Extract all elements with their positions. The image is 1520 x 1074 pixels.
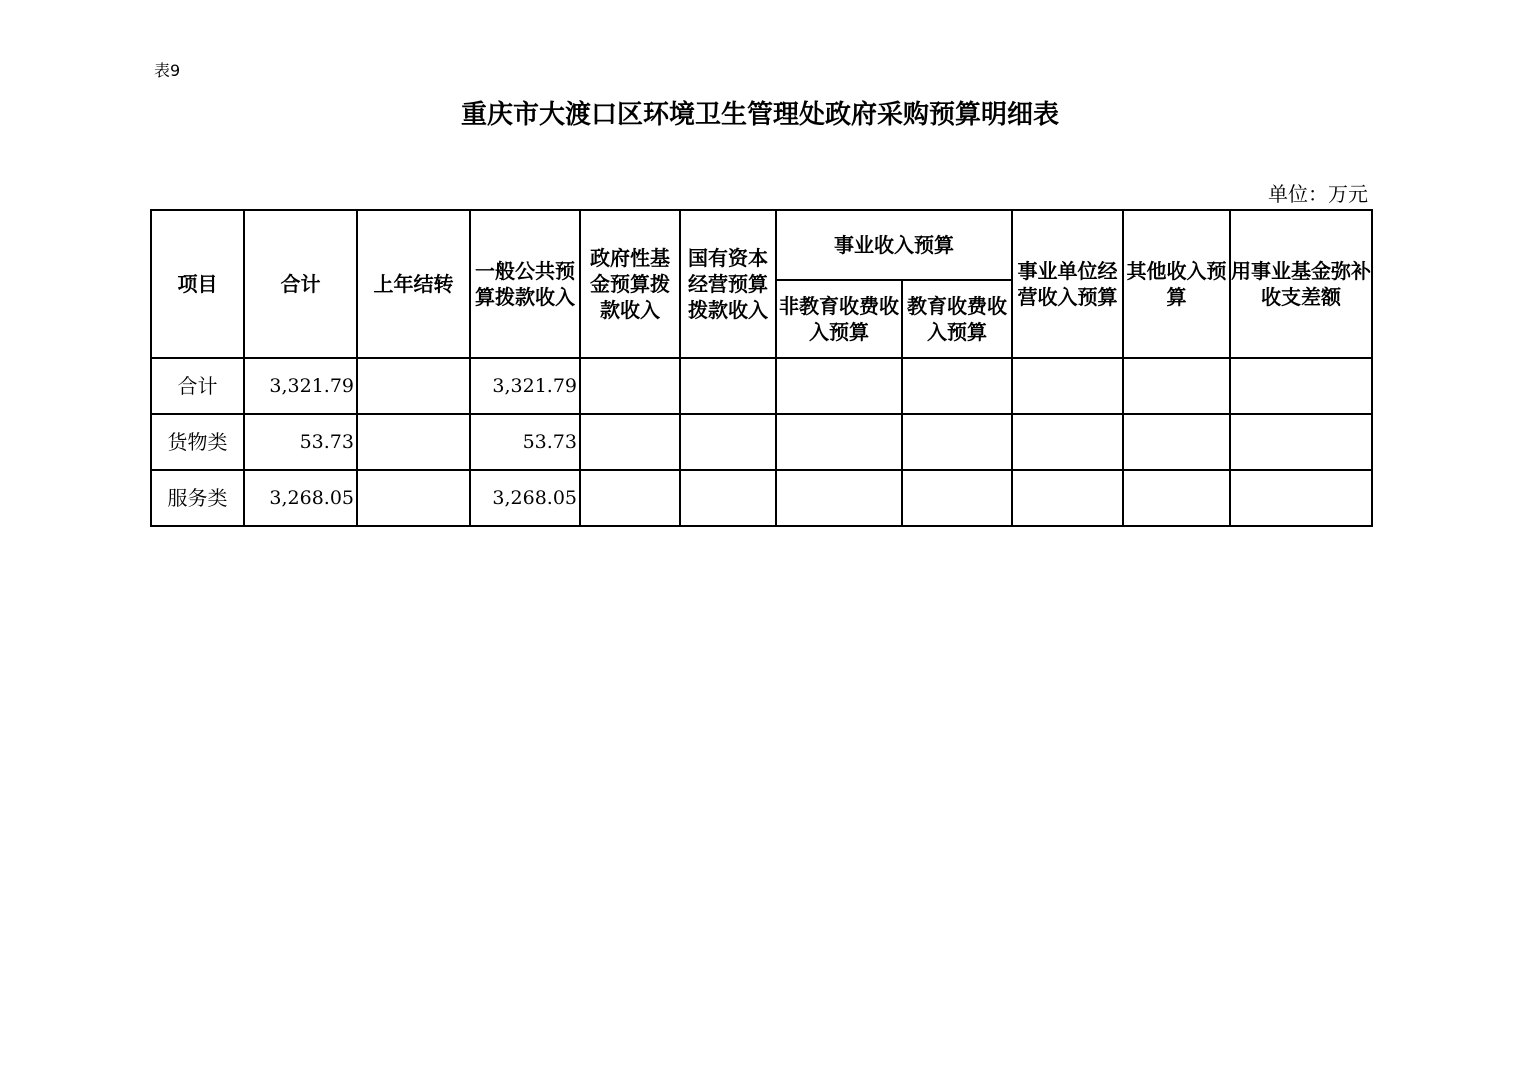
table-number: 表9: [154, 61, 181, 80]
unit-label: 单位：万元: [1268, 182, 1368, 206]
row-unit-operation: [1012, 414, 1123, 470]
header-other: 其他收入预算: [1123, 210, 1230, 358]
row-fund-offset: [1230, 358, 1372, 414]
row-other: [1123, 358, 1230, 414]
row-general-public: 53.73: [470, 414, 580, 470]
row-carryover: [357, 470, 470, 526]
row-gov-fund: [580, 470, 680, 526]
table-row: [151, 358, 1372, 414]
header-state-capital: 国有资本经营预算拨款收入: [680, 210, 776, 358]
row-fund-offset: [1230, 470, 1372, 526]
header-carryover: 上年结转: [357, 210, 470, 358]
header-row-1: [151, 210, 1372, 280]
header-gov-fund: 政府性基金预算拨款收入: [580, 210, 680, 358]
row-item: 服务类: [151, 470, 244, 526]
row-general-public: 3,321.79: [470, 358, 580, 414]
row-state-capital: [680, 470, 776, 526]
header-business-income: 事业收入预算: [776, 210, 1012, 280]
row-general-public: 3,268.05: [470, 470, 580, 526]
row-edu: [902, 358, 1012, 414]
table-row: [151, 470, 1372, 526]
row-non-edu: [776, 470, 902, 526]
row-edu: [902, 470, 1012, 526]
row-fund-offset: [1230, 414, 1372, 470]
header-unit-operation: 事业单位经营收入预算: [1012, 210, 1123, 358]
row-other: [1123, 470, 1230, 526]
header-total: 合计: [244, 210, 357, 358]
row-other: [1123, 414, 1230, 470]
row-item: 合计: [151, 358, 244, 414]
row-total: 53.73: [244, 414, 357, 470]
row-gov-fund: [580, 414, 680, 470]
row-total: 3,321.79: [244, 358, 357, 414]
row-carryover: [357, 358, 470, 414]
row-edu: [902, 414, 1012, 470]
row-non-edu: [776, 358, 902, 414]
row-state-capital: [680, 358, 776, 414]
row-unit-operation: [1012, 470, 1123, 526]
row-gov-fund: [580, 358, 680, 414]
row-non-edu: [776, 414, 902, 470]
row-item: 货物类: [151, 414, 244, 470]
header-non-edu: 非教育收费收入预算: [776, 280, 902, 358]
header-general-public: 一般公共预算拨款收入: [470, 210, 580, 358]
header-fund-offset: 用事业基金弥补收支差额: [1230, 210, 1372, 358]
budget-table: [150, 209, 1373, 527]
header-edu: 教育收费收入预算: [902, 280, 1012, 358]
row-total: 3,268.05: [244, 470, 357, 526]
row-state-capital: [680, 414, 776, 470]
row-unit-operation: [1012, 358, 1123, 414]
row-carryover: [357, 414, 470, 470]
header-item: 项目: [151, 210, 244, 358]
page-title: 重庆市大渡口区环境卫生管理处政府采购预算明细表: [460, 100, 1059, 130]
table-row: [151, 414, 1372, 470]
